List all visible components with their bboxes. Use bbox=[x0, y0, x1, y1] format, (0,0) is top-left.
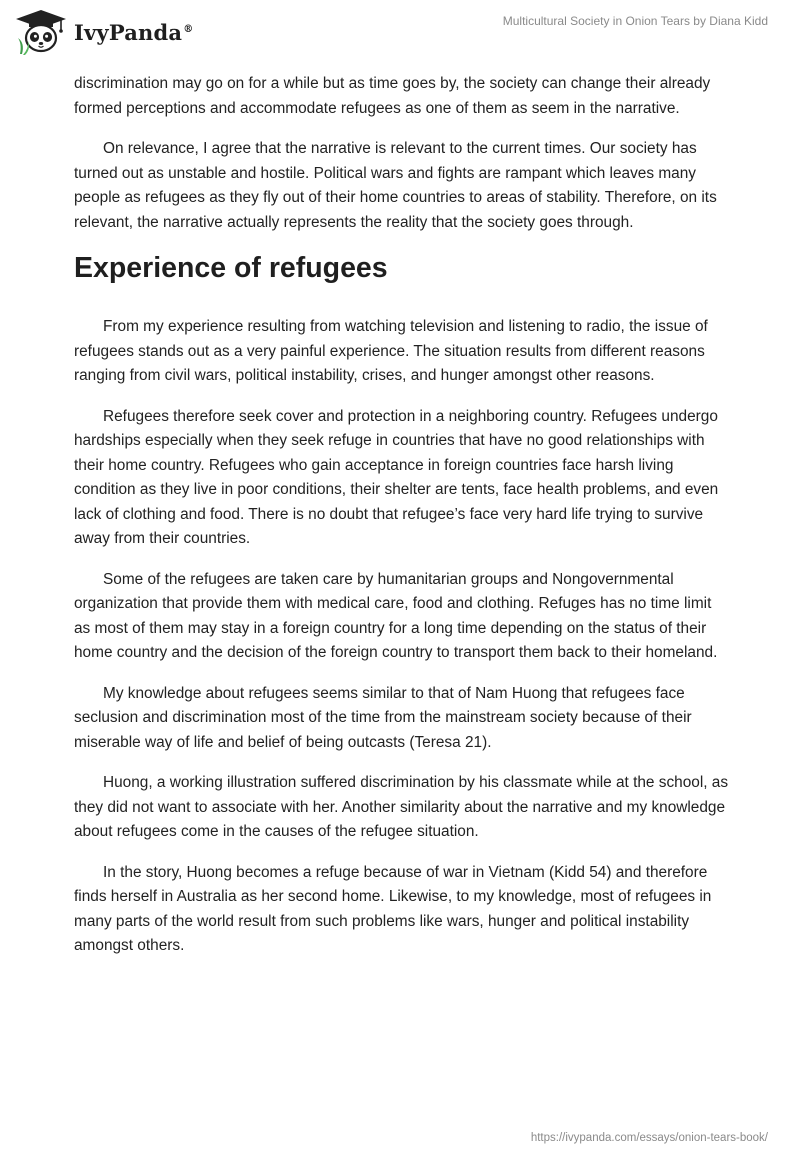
paragraph: Refugees therefore seek cover and protection in a neighboring country. Refugees undergo hardships especially when they seek refuge in countries that have no good relationships with their home country. Refugees who gain acceptance in foreign countries face harsh living condition as they live in poor conditions, their shelter are tents, face health problems, and even lack of clothing and food. There is no doubt that refugee’s face very hard life trying to survive away from their countries. bbox=[74, 407, 719, 547]
paragraph: Some of the refugees are taken care by humanitarian groups and Nongovernmental organization that provide them with medical care, food and clothing. Refuges has no time limit as most of them may stay in a foreign country for a long time depending on the status of their home country and the decision of the foreign country to transport them back to their homeland. bbox=[74, 570, 718, 661]
paragraph: discrimination may go on for a while but as time goes by, the society can change their already formed perceptions and accommodate refugees as one of them as seem in the narrative. bbox=[74, 75, 711, 117]
paragraph: On relevance, I agree that the narrative is relevant to the current times. Our society has turned out as unstable and hostile. Political wars and fights are rampant which leaves many people as refugees as they fly out of their home countries to areas of stability. Therefore, on its relevant, the narrative actually represents the reality that the society goes through. bbox=[74, 140, 717, 231]
document-title: Multicultural Society in Onion Tears by Diana Kidd bbox=[502, 14, 768, 28]
paragraph: From my experience resulting from watching television and listening to radio, the issue of refugees stands out as a very painful experience. The situation results from different reasons ranging from civil wars, political instability, crises, and hunger amongst other reasons. bbox=[74, 318, 708, 384]
registered-mark: ® bbox=[183, 23, 194, 35]
source-url[interactable]: https://ivypanda.com/essays/onion-tears-book/ bbox=[530, 1132, 768, 1144]
essay-body bbox=[74, 72, 730, 975]
ivypanda-logo[interactable] bbox=[14, 8, 193, 56]
paragraph: In the story, Huong becomes a refuge because of war in Vietnam (Kidd 54) and therefore finds herself in Australia as her second home. Likewise, to my knowledge, most of refugees in many parts of the world result from such problems like wars, hunger and political instability amongst others. bbox=[74, 863, 712, 954]
paragraph: Huong, a working illustration suffered discrimination by his classmate while at the school, as they did not want to associate with her. Another similarity about the narrative and my knowledge about refugees come in the causes of the refugee situation. bbox=[74, 774, 729, 840]
section-heading: Experience of refugees bbox=[74, 252, 388, 284]
panda-graduate-icon bbox=[14, 8, 68, 56]
logo-wordmark: IvyPanda® bbox=[74, 19, 194, 45]
paragraph: My knowledge about refugees seems similar to that of Nam Huong that refugees face seclusion and discrimination most of the time from the mainstream society because of their miserable way of life and belief of being outcasts (Teresa 21). bbox=[74, 684, 692, 751]
page-header bbox=[0, 0, 800, 62]
